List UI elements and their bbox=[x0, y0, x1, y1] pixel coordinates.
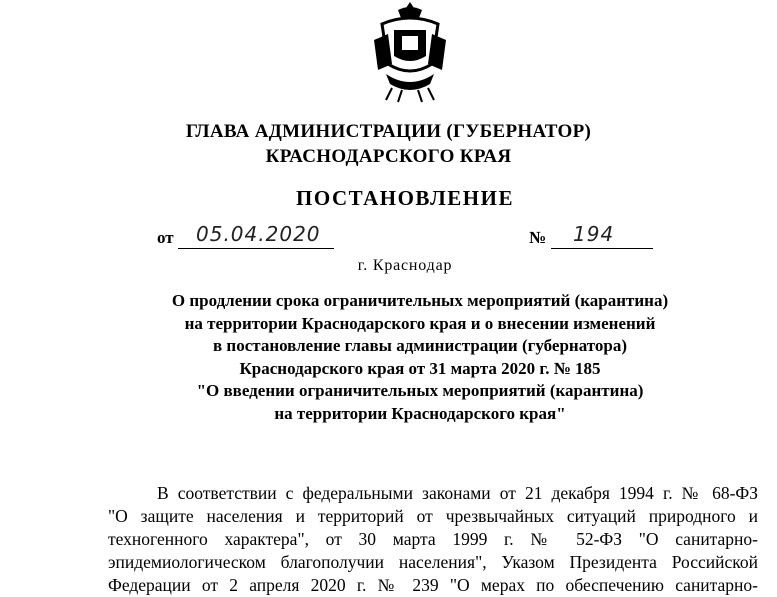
title-line: О продлении срока ограничительных мероприятий (карантина) bbox=[171, 291, 669, 310]
body-line: В соответствии с федеральными законами от 21 декабря 1994 г. № 68-ФЗ bbox=[157, 483, 758, 503]
body-line: Федерации от 2 апреля 2020 г. № 239 "О мерах по обеспечению санитарно- bbox=[108, 575, 758, 595]
title-line: "О введении ограничительных мероприятий (карантина) bbox=[196, 381, 644, 400]
date-value: 05.04.2020 bbox=[196, 222, 321, 246]
title-line: на территории Краснодарского края" bbox=[274, 403, 566, 423]
org-name-line-2: КРАСНОДАРСКОГО КРАЯ bbox=[265, 146, 512, 167]
document-body bbox=[108, 482, 758, 597]
city: г. Краснодар bbox=[357, 257, 453, 274]
title-line: на территории Краснодарского края и о внесении изменений bbox=[184, 313, 656, 333]
body-line: "О защите населения и территорий от чрезвычайных ситуаций природного и bbox=[108, 506, 758, 526]
body-line: эпидемиологическом благополучии населения", Указом Президента Российской bbox=[108, 552, 758, 572]
number-label: № bbox=[529, 228, 547, 247]
org-name-line-1: ГЛАВА АДМИНИСТРАЦИИ (ГУБЕРНАТОР) bbox=[185, 121, 592, 142]
date-label: от bbox=[157, 228, 174, 247]
date-field bbox=[178, 222, 334, 249]
title-line: в постановление главы администрации (губернатора) bbox=[212, 336, 627, 355]
document-title bbox=[0, 290, 777, 425]
body-line: техногенного характера", от 30 марта 1999 г. № 52-ФЗ "О санитарно- bbox=[108, 529, 758, 549]
coat-of-arms-emblem bbox=[372, 0, 448, 104]
number-value: 194 bbox=[573, 222, 615, 246]
document-type: ПОСТАНОВЛЕНИЕ bbox=[296, 186, 514, 210]
title-line: Краснодарского края от 31 марта 2020 г. № 185 bbox=[239, 358, 601, 378]
number-field bbox=[551, 222, 653, 249]
